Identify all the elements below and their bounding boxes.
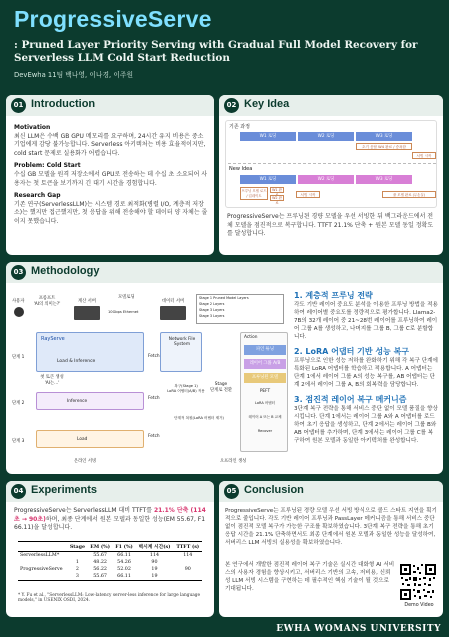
key-idea-card <box>219 95 443 255</box>
new-prune-box: 프루닝 모델 로드 / 업데이트 <box>241 189 267 198</box>
section-number: 01 <box>11 98 26 113</box>
experiments-header <box>6 481 214 502</box>
stage-legend <box>196 294 284 324</box>
table-header: EM (%) <box>88 542 113 552</box>
strategy1-text: 각도 기반 레이어 중요도 분석을 이용한 프루닝 방법을 적용하여 레이어별 중요도를 정량적으로 평가합니다. Llama2-7B의 32개 레이어 중 21~28번 레이어를 프루닝하여 레이어 그룹 A를 생성하고, 나머지를 그룹 B, 그룹 C로 분할합니다. <box>294 302 438 340</box>
table-cell: 55.67 <box>88 573 113 581</box>
fine-tune-box: 파인 튜닝 <box>244 345 286 355</box>
table-cell <box>67 552 87 560</box>
problem-heading: Problem: Cold Start <box>14 162 81 170</box>
methodology-header <box>6 262 443 283</box>
section-title: Introduction <box>31 98 96 110</box>
old-serve-box: 초기 응답 W4 완료 / 증폭함 <box>356 143 412 150</box>
table-cell: ProgressiveServe <box>20 567 63 572</box>
new-w2-bar: W2 로딩 <box>298 175 354 184</box>
table-row <box>18 566 202 573</box>
motivation-text: 최신 LLM은 수백 GB GPU 메모리를 요구하며, 24시간 유지 비용은 중소 기업에게 감당 불가능합니다. Serverless 아키텍처는 비용 효율적이지만, cold start 문제로 실용화가 어렵습니다. <box>14 132 206 157</box>
pruned-model-box: 프루닝된 모델 <box>244 373 286 383</box>
data-server-label: 데이터 서버 <box>162 299 185 304</box>
strategy3-title: 3. 점진적 레이어 복구 메커니즘 <box>294 395 407 404</box>
legend-stage2: Stage 2 Layers <box>199 302 225 306</box>
action-label: Action <box>244 335 258 340</box>
table-cell: 19 <box>151 567 158 572</box>
qr-code-icon[interactable] <box>399 563 437 601</box>
exp-desc-pre: ProgressiveServe는 ServerlessLLM 대비 TTFT를 <box>14 507 153 514</box>
section-title: Experiments <box>31 484 98 496</box>
fetch-label-2: Fetch <box>148 396 160 401</box>
table-cell: 2 <box>75 567 79 572</box>
table-cell <box>174 573 202 581</box>
old-service-start: 서빙 시작 <box>412 152 436 159</box>
step1-label: 단계 1 <box>12 355 25 360</box>
poster-header <box>0 0 449 88</box>
conclusion-p1: ProgressiveServe는 프루닝된 경량 모델 우선 서빙 방식으로 콜드 스타트 지연을 획기적으로 줄입니다. 각도 기반 레이어 프루닝과 PassLayer 메커니즘을 통해 서비스 중단 없이 점진적 모델 복구가 가능한 구조를 확보하였습니다. 3단계 복구 전략을 통해 초기 응답 시간을 21.1% 단축하면서도 최종 단계에서 원본 모델과 동일한 성능을 달성하여, 서버리스 LLM 서빙의 실용성을 확보하였습니다. <box>225 508 437 546</box>
first-token-label: 첫 토큰 생성 'AI는...' <box>40 375 64 386</box>
ethernet-label: 10Gbps Ethernet <box>108 310 139 314</box>
experiments-desc <box>14 507 210 533</box>
stage-caption: 복구(Stage 1) LoRA 어댑터(A/B) 적용 <box>167 384 205 393</box>
section-title: Methodology <box>31 265 100 277</box>
table-header <box>18 542 67 552</box>
section-number: 02 <box>224 98 239 113</box>
step2-label: 단계 2 <box>12 401 25 406</box>
university-name: EWHA WOMANS UNIVERSITY <box>276 624 441 634</box>
user-icon <box>14 307 24 317</box>
conclusion-p2: 본 연구에서 개발한 점진적 레이어 복구 기술은 실시간 대화형 AI 서비스의 사용자 경험을 향상시키고, 서버리스 기반의 고속, 저비용, 신뢰성 LLM 서빙 시스템을 구현하는 데 필수적인 핵심 기술이 될 것으로 기대됩니다. <box>225 562 395 592</box>
stage-switch-label: Stage 단계로 전환 <box>209 382 233 393</box>
table-cell: 3 <box>67 573 87 581</box>
user-label: 사용자 <box>12 299 25 304</box>
rayserve-label: RayServe <box>41 336 65 342</box>
motivation-heading: Motivation <box>14 124 51 131</box>
serving-server-label: 계산 서버 <box>78 299 96 304</box>
offline-panel <box>240 332 288 452</box>
lora-ab-box: 레이어 그룹 A/B <box>244 359 286 369</box>
table-cell <box>18 573 67 581</box>
conclusion-header <box>219 481 443 502</box>
inference-label: Inference <box>67 399 88 404</box>
load-inference-label: Load & Inference <box>57 359 96 364</box>
table-cell: 52.02 <box>117 567 131 572</box>
poster-authors: DevEwha 11팀 백나영, 이나경, 이주원 <box>14 71 134 79</box>
table-cell: 90 <box>184 567 191 572</box>
poster-footer <box>0 622 449 637</box>
exp-desc-highlight: 21.1% 단축 (114초 → 90초) <box>14 507 206 523</box>
fetch-label-3: Fetch <box>148 434 160 439</box>
strategy3-text: 3단계 복구 전략을 통해 서비스 중단 없이 모델 품질을 향상시킵니다. 단계 1에서는 레이어 그룹 A와 A 어댑터를 로드하여 초기 응답을 생성하고, 단계 2에서는 레이어 그룹 B와 AB 어댑터를 추가하며, 단계 3에서는 레이어 그룹 C를 복구하여 원본 모델과 동일한 아키텍처를 완성합니다. <box>294 406 438 444</box>
table-cell <box>174 559 202 566</box>
methodology-diagram <box>10 288 290 470</box>
rayserve-box <box>36 332 144 372</box>
problem-text: 수십 GB 모델을 원격 저장소에서 GPU로 전송하는 데 수십 초 소요되어 사용자는 첫 토큰을 보기까지 긴 대기 시간을 경험합니다. <box>14 170 208 187</box>
lora-load-label: 레이어 A 또는 B 교체 <box>248 415 282 419</box>
research-heading: Research Gap <box>14 192 61 200</box>
fetch-label-1: Fetch <box>148 354 160 359</box>
new-w3-bar: W3 로딩 <box>356 175 412 184</box>
storage-icon <box>160 306 186 320</box>
table-cell: 114 <box>183 553 193 558</box>
qr-label: Demo Video <box>404 603 434 608</box>
table-row <box>18 552 202 560</box>
table-cell: 66.11 <box>117 553 131 558</box>
lora-adapter-label: LoRA 어댑터 <box>255 401 275 405</box>
section-number: 04 <box>11 484 26 499</box>
intro-card <box>6 95 214 255</box>
new-w1-bar: W1 로딩 <box>240 175 296 184</box>
table-row <box>18 559 202 566</box>
table-header-row <box>18 542 202 552</box>
conclusion-card <box>219 481 443 617</box>
experiments-footnote: * Y. Fu et al., "ServerlessLLM: Low-latency server-less inference for large language models," in USENIX OSDI, 2024. <box>18 593 201 604</box>
table-cell: 19 <box>135 573 173 581</box>
old-w1-bar: W1 로딩 <box>240 132 296 141</box>
recover2-label: 단계적 복원(LoRA 어댑터 제거) <box>174 416 224 420</box>
nfs-box <box>160 332 202 372</box>
table-header: 벽시계 시간(s) <box>135 542 173 552</box>
timeline-diagram <box>225 120 437 208</box>
old-w2-bar: W2 로딩 <box>298 132 354 141</box>
nfs-label: Network File System <box>168 337 196 347</box>
old-process-label: 기존 과정 <box>229 124 250 130</box>
new-full-model: 풀 모델 완료 (무손실) <box>382 191 436 198</box>
key-idea-header <box>219 95 443 116</box>
table-cell: 48.22 <box>93 560 107 565</box>
peft-label: PEFT <box>259 389 271 394</box>
section-title: Conclusion <box>244 484 304 496</box>
stage3-box <box>36 430 144 448</box>
model-loading-label: 모델로딩 <box>118 295 135 300</box>
table-header: F1 (%) <box>113 542 136 552</box>
table-row <box>18 573 202 581</box>
strategy1-title: 1. 계층적 프루닝 전략 <box>294 291 373 300</box>
strategy2-title: 2. LoRA 어댑터 기반 성능 복구 <box>294 347 410 356</box>
section-number: 05 <box>224 484 239 499</box>
load-label: Load <box>77 437 88 442</box>
legend-stage3: Stage 3 Layers <box>199 308 225 312</box>
new-w1-done: W1 완료 <box>270 187 284 193</box>
legend-stage1: Stage 1 Pruned Model Layers <box>199 296 249 300</box>
section-title: Key Idea <box>244 98 290 110</box>
intro-body <box>14 124 208 227</box>
methodology-text <box>294 290 438 445</box>
step3-label: 단계 3 <box>12 439 25 444</box>
intro-header <box>6 95 214 116</box>
experiments-card <box>6 481 214 617</box>
table-cell: 90 <box>151 560 158 565</box>
table-cell: 54.26 <box>117 560 131 565</box>
new-serve-start: 서빙 시작 <box>296 191 320 198</box>
table-cell: 114 <box>149 553 160 558</box>
section-number: 03 <box>11 265 26 280</box>
key-idea-desc: ProgressiveServe는 프루닝된 경량 모델을 우선 서빙한 뒤 백그라운드에서 전체 모델을 점진적으로 복구합니다. TTFT 21.1% 단축 + 원본 모델 동일 정확도를 달성합니다. <box>227 213 434 238</box>
table-header: TTFT (s) <box>174 542 202 552</box>
strategy2-text: 프루닝으로 인한 성능 저하를 완화하기 위해 각 복구 단계에 특화된 LoRA 어댑터를 학습하고 적용합니다. A 어댑터는 단계 1에서 레이어 그룹 A의 성능 복구를, AB 어댑터는 단계 2에서 레이어 그룹 A, B의 회복력을 담당합니다. <box>294 358 438 388</box>
prompt-label: 프롬프트 'AI의 의미는?' <box>33 296 61 307</box>
table-cell <box>18 559 67 566</box>
legend-stage3b: Stage 3 Layers <box>199 314 225 318</box>
research-text: 기존 연구(ServerlessLLM)는 시스템 경로 최적화(병렬 I/O, 계층적 저장소)는 했지만 접근했지만, 첫 응답을 위해 전송해야 할 데이터 양 자체는 줄이지 못했습니다. <box>14 200 208 225</box>
poster-title: ProgressiveServe <box>14 6 212 32</box>
poster-subtitle: : Pruned Layer Priority Serving with Gradual Full Model Recovery for Serverless LLM Cold Start Reduction <box>14 39 418 64</box>
timeline-divider <box>228 163 436 164</box>
server-icon <box>74 306 100 320</box>
stage2-box <box>36 392 144 410</box>
recover-label: Recover <box>257 429 273 433</box>
online-serving-label: 온라인 서빙 <box>74 459 97 464</box>
table-cell: 1 <box>75 560 79 565</box>
offline-gen-label: 오프라인 생성 <box>220 459 247 464</box>
old-w3-bar: W3 로딩 <box>356 132 412 141</box>
table-cell: 56.22 <box>93 567 107 572</box>
methodology-card <box>6 262 443 474</box>
table-cell: ServerlessLLM* <box>20 553 60 558</box>
new-idea-label: New Idea <box>229 166 253 172</box>
table-cell: 55.67 <box>93 553 107 558</box>
new-w2-done: W2 완료 <box>270 195 284 201</box>
exp-desc-post: 하며, 최종 단계에서 원본 모델과 동일한 성능(EM 55.67, F1 66.11)을 달성합니다. <box>14 515 206 532</box>
results-table <box>18 541 202 581</box>
table-header: Stage <box>67 542 87 552</box>
table-cell: 66.11 <box>113 573 136 581</box>
